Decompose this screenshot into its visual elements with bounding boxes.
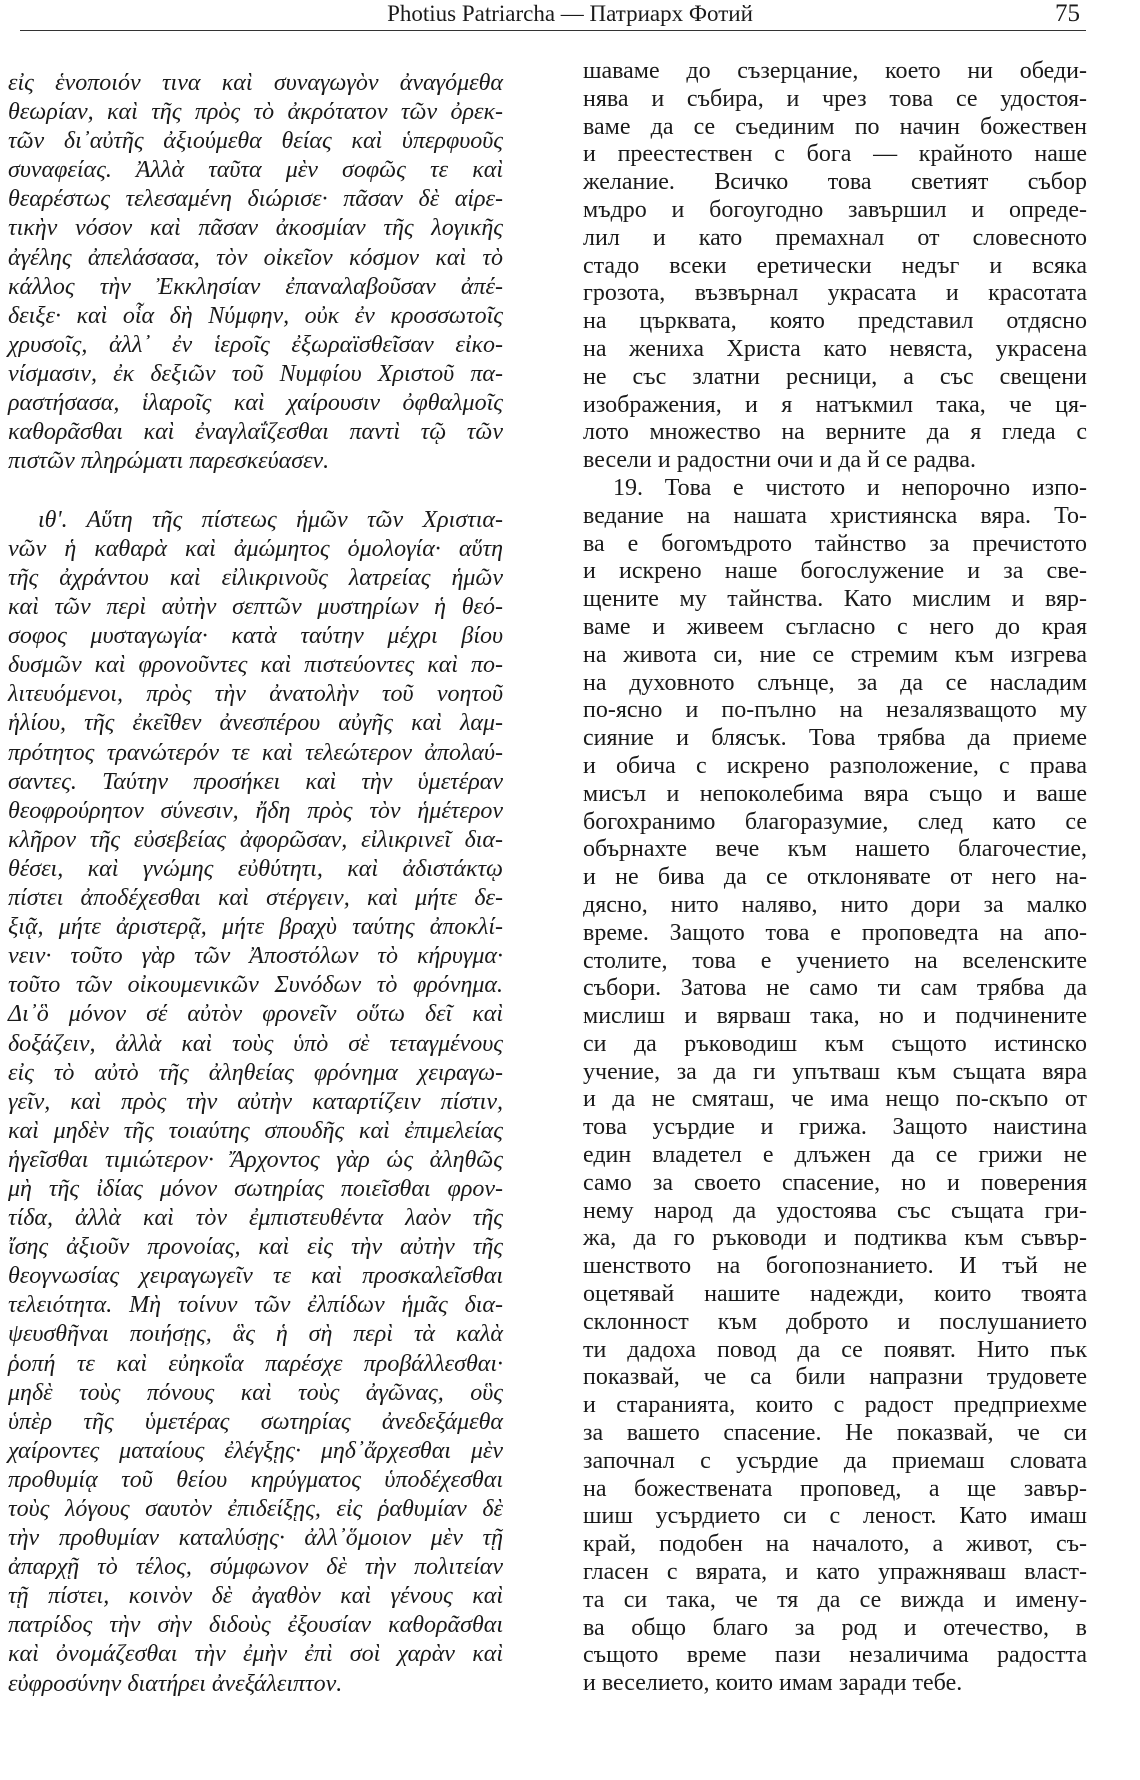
- text-line: τῆς ἀχράντου καὶ εἰλικρινοῦς λατρείας ἡμῶν: [8, 565, 503, 591]
- text-line: гласен с вярата, и като упражняваш власт-: [583, 1559, 1087, 1586]
- text-line: ведание на нашата християнска вяра. То-: [583, 502, 1087, 529]
- text-line: на църквата, която представил отдясно: [583, 308, 1087, 335]
- text-line: и старанията, които с радост предприехме: [583, 1392, 1087, 1419]
- text-line: χρυσοῖς, ἀλλ᾽ ἐν ἱεροῖς ἐξωραϊσθεῖσαν εἰκο-: [8, 331, 503, 358]
- text-line: εἰς ἑνοποιόν τινα καὶ συναγωγὸν ἀναγόμεθα: [8, 70, 503, 96]
- text-line: χαίροντες ματαίους ἐλέγξῃς· μηδ᾽ἄρχεσθαι μὲν: [8, 1437, 503, 1464]
- paragraph: [583, 58, 1087, 475]
- text-line: жа, да го ръководи и подтиква към съвър-: [583, 1225, 1087, 1252]
- text-line: ιθ'. Αὕτη τῆς πίστεως ἡμῶν τῶν Χριστια-: [38, 506, 503, 533]
- text-line: на жениха Христа като невяста, украсена: [583, 335, 1087, 362]
- text-line: щените му тайнства. Като мислим и вяр-: [583, 586, 1087, 613]
- text-line: същото време пази незаличима радостта: [583, 1642, 1087, 1669]
- text-line: и преестествен с бога — крайното наше: [583, 141, 1087, 168]
- text-line: столите, това е учението на вселенските: [583, 947, 1087, 974]
- page-number: 75: [1055, 0, 1080, 27]
- text-line: θεογνωσίας χειραγωγεῖν τε καὶ προσκαλεῖσθαι: [8, 1263, 503, 1290]
- text-line: λιτευόμενοι, πρὸς τὴν ἀνατολὴν τοῦ νοητοῦ: [8, 681, 503, 708]
- text-line: τελειότητα. Μὴ τοίνυν τῶν ἐλπίδων ἡμᾶς δια-: [8, 1292, 503, 1319]
- paragraph: [583, 475, 1087, 1698]
- text-line: εἰς τὸ αὐτὸ τῆς ἀληθείας φρόνημα χειραγω-: [8, 1059, 503, 1086]
- text-line: συναφείας. Ἀλλὰ ταῦτα μὲν σοφῶς τε καὶ: [8, 157, 503, 184]
- text-line: τικὴν νόσον καὶ πᾶσαν ἀκοσμίαν τῆς λογικῆς: [8, 215, 503, 242]
- text-line: и веселието, които имам заради тебе.: [583, 1670, 963, 1697]
- running-header: [0, 0, 1140, 30]
- text-line: ξιᾷ, μήτε ἀριστερᾷ, μήτε βραχὺ ταύτης ἀποκλί-: [8, 914, 503, 941]
- text-line: това усърдие и грижа. Защото наистина: [583, 1114, 1087, 1141]
- text-line: ваме и живеем съгласно с него до края: [583, 613, 1087, 640]
- text-line: по-ясно и по-пълно на незалязващото му: [583, 697, 1087, 724]
- text-line: започнал с усърдие да приемаш словата: [583, 1447, 1087, 1474]
- text-line: πρότητος τρανώτερόν τε καὶ τελεώτερον ἀπολαύ-: [8, 739, 503, 766]
- text-line: мъдро и богоугодно завършил и опреде-: [583, 196, 1087, 223]
- text-line: ἡλίου, τῆς ἐκεῖθεν ἀνεσπέρου αὐγῆς καὶ λαμ-: [8, 710, 503, 737]
- text-line: на божествената проповед, а ще завър-: [583, 1475, 1087, 1502]
- text-line: ἡγεῖσθαι τιμιώτερον· Ἄρχοντος γὰρ ὡς ἀληθῶς: [8, 1146, 503, 1173]
- text-line: оцетявай нашите надежди, които твоята: [583, 1281, 1087, 1308]
- text-line: събори. Затова не само ти сам трябва да: [583, 975, 1087, 1002]
- text-line: и обича с искрено разположение, с права: [583, 752, 1087, 779]
- text-line: τὴν προθυμίαν καταλύσῃς· ἀλλ᾽ὅμοιον μὲν τῇ: [8, 1525, 503, 1552]
- text-line: σαντες. Ταύτην προσήκει καὶ τὴν ὑμετέραν: [8, 768, 503, 795]
- text-line: θεωρίαν, καὶ τῆς πρὸς τὸ ἀκρότατον τῶν ὀρεκ-: [8, 99, 503, 126]
- text-line: склонност към доброто и послушанието: [583, 1308, 1087, 1335]
- text-line: шиш усърдието си с леност. Като имаш: [583, 1503, 1087, 1530]
- text-line: κάλλος τὴν Ἐκκλησίαν ἐπαναλαβοῦσαν ἀπέ-: [8, 273, 503, 300]
- text-line: само за своето спасение, но и поверения: [583, 1169, 1087, 1196]
- text-line: νίσμασιν, ἐκ δεξιῶν τοῦ Νυμφίου Χριστοῦ πα-: [8, 360, 503, 387]
- text-line: време. Защото това е проповедта на апо-: [583, 919, 1087, 946]
- text-line: κλῆρον τῆς εὐσεβείας ἀφορῶσαν, εἰλικρινεῖ δια-: [8, 826, 503, 853]
- text-line: за вашето спасение. Не показвай, че си: [583, 1420, 1087, 1447]
- text-line: лото множество на верните да я гледа с: [583, 419, 1087, 446]
- text-line: ὑπὲρ τῆς ὑμετέρας σωτηρίας ἀνεδεξάμεθα: [8, 1408, 503, 1435]
- text-line: καθορᾶσθαι καὶ ἐναγλαΐζεσθαι παντὶ τῷ τῶν: [8, 419, 503, 446]
- text-line: и да не смяташ, че има нещо по-скъпо от: [583, 1086, 1087, 1113]
- text-line: ραστήσασα, ἱλαροῖς καὶ χαίρουσιν ὀφθαλμοῖς: [8, 390, 503, 417]
- bulgarian-text-column: [583, 58, 1087, 1698]
- text-line: желание. Всичко това светият събор: [583, 169, 1087, 196]
- text-line: и искрено наше богослужение и за све-: [583, 558, 1087, 585]
- text-line: πίστει ἀποδέχεσθαι καὶ στέργειν, καὶ μήτε δε-: [8, 885, 503, 912]
- text-line: καὶ μηδὲν τῆς τοιαύτης σπουδῆς καὶ ἐπιμελείας: [8, 1117, 503, 1144]
- text-line: грозота, възвърнал украсата и красотата: [583, 280, 1087, 307]
- text-line: не със златни ресници, а със свещени: [583, 363, 1087, 390]
- text-line: γεῖν, καὶ πρὸς τὴν αὐτὴν καταρτίζειν πίστιν,: [8, 1088, 503, 1115]
- text-line: лил и като премахнал от словесното: [583, 224, 1087, 251]
- text-line: καὶ τῶν περὶ αὐτὴν σεπτῶν μυστηρίων ἡ θεό-: [8, 594, 503, 621]
- text-line: σοφος μυσταγωγία· κατὰ ταύτην μέχρι βίου: [8, 623, 503, 650]
- text-line: шенството на богопознанието. И тъй не: [583, 1253, 1087, 1280]
- text-line: на живота си, ние се стремим към изгрева: [583, 641, 1087, 668]
- text-line: τῶν δι᾽αὐτῆς ἀξιούμεθα θείας καὶ ὑπερφυοῦς: [8, 128, 503, 155]
- text-line: учение, за да ги упътваш към същата вяра: [583, 1058, 1087, 1085]
- text-line: мислиш и вярваш така, но и подчинените: [583, 1003, 1087, 1030]
- text-line: δοξάζειν, ἀλλὰ καὶ τοὺς ὑπὸ σὲ τεταγμένους: [8, 1030, 503, 1057]
- text-line: шаваме до съзерцание, което ни обеди-: [583, 58, 1087, 84]
- text-line: на духовното слънце, за да се насладим: [583, 669, 1087, 696]
- text-line: ἀγέλης ἀπελάσασα, τὸν οἰκεῖον κόσμον καὶ τὸ: [8, 244, 503, 271]
- header-rule: [20, 30, 1086, 31]
- text-line: προθυμίᾳ τοῦ θείου κηρύγματος ὑποδέχεσθαι: [8, 1466, 503, 1493]
- text-line: ἴσης ἀξιοῦν προνοίας, καὶ εἰς τὴν αὐτὴν τῆς: [8, 1234, 503, 1261]
- text-line: δυσμῶν καὶ φρονοῦντες καὶ πιστεύοντες καὶ πο-: [8, 652, 503, 679]
- text-line: ῥοπή τε καὶ εὐηκοΐα παρέσχε προβάλλεσθαι·: [8, 1350, 503, 1377]
- text-line: един владетел е длъжен да се грижи не: [583, 1142, 1087, 1169]
- text-line: πιστῶν πληρώματι παρεσκεύασεν.: [8, 448, 330, 475]
- text-line: изображения, и я натъкмил така, че ця-: [583, 391, 1087, 418]
- text-line: мисъл и непоколебима вяра също и ваше: [583, 780, 1087, 807]
- text-line: μηδὲ τοὺς πόνους καὶ τοὺς ἀγῶνας, οὓς: [8, 1379, 503, 1406]
- greek-text-column: [8, 69, 503, 1699]
- text-line: Δι᾽ὃ μόνον σέ αὐτὸν φρονεῖν οὕτω δεῖ καὶ: [8, 1001, 503, 1028]
- text-line: θεοφρούρητον σύνεσιν, ἤδη πρὸς τὸν ἡμέτερον: [8, 797, 503, 824]
- text-line: край, подобен на началото, а живот, съ-: [583, 1531, 1087, 1558]
- text-line: нему народ да удостоява със същата гри-: [583, 1197, 1087, 1224]
- text-line: ψευσθῆναι ποιήσῃς, ἃς ἡ σὴ περὶ τὰ καλὰ: [8, 1321, 503, 1348]
- text-line: θεαρέστως τελεσαμένη διώρισε· πᾶσαν δὲ αἱρε-: [8, 186, 503, 213]
- text-line: богохранимо благоразумие, след като се: [583, 808, 1087, 835]
- text-line: θέσει, καὶ γνώμης εὐθύτητι, καὶ ἀδιστάκτῳ: [8, 855, 503, 882]
- text-line: ва общо благо за род и отечество, в: [583, 1614, 1087, 1641]
- text-line: πατρίδος τὴν σὴν διδοὺς ἐξουσίαν καθορᾶσθαι: [8, 1612, 503, 1639]
- text-line: стадо всеки еретически недъг и всяка: [583, 252, 1087, 279]
- paragraph: [8, 69, 503, 476]
- text-line: 19. Това е чистото и непорочно изпо-: [613, 474, 1087, 501]
- text-line: ва е богомъдрото тайнство за пречистото: [583, 530, 1087, 557]
- text-line: си да ръководиш към същото истинско: [583, 1030, 1087, 1057]
- running-title: Photius Patriarcha — Патриарх Фотий: [387, 1, 753, 26]
- text-line: τοῦτο τῶν οἰκουμενικῶν Συνόδων τὸ φρόνημα.: [8, 972, 503, 999]
- text-line: и не бива да се отклонявате от него на-: [583, 864, 1087, 891]
- text-line: дясно, нито наляво, нито дори за малко: [583, 891, 1087, 918]
- paragraph: [8, 506, 503, 1699]
- text-line: та си така, че тя да се вижда и имену-: [583, 1586, 1087, 1613]
- text-line: ти дадоха повод да се появят. Нито пък: [583, 1336, 1087, 1363]
- text-line: εὐφροσύνην διατήρει ἀνεξάλειπτον.: [8, 1670, 343, 1697]
- text-line: δειξε· καὶ οἷα δὴ Νύμφην, οὐκ ἐν κροσσωτοῖς: [8, 302, 503, 329]
- text-line: τίδα, ἀλλὰ καὶ τὸν ἐμπιστευθέντα λαὸν τῆς: [8, 1205, 503, 1232]
- text-line: καὶ ὀνομάζεσθαι τὴν ἐμὴν ἐπὶ σοὶ χαρὰν καὶ: [8, 1641, 503, 1668]
- text-line: νειν· τοῦτο γὰρ τῶν Ἀποστόλων τὸ κήρυγμα·: [8, 943, 503, 970]
- text-line: сияние и блясък. Това трябва да приеме: [583, 725, 1087, 752]
- text-line: весели и радостни очи и да й се радва.: [583, 447, 976, 474]
- text-line: нява и събира, и чрез това се удостоя-: [583, 85, 1087, 112]
- text-line: τοὺς λόγους σαυτὸν ἐπιδείξῃς, εἰς ῥαθυμίαν δὲ: [8, 1496, 503, 1522]
- text-line: νῶν ἡ καθαρὰ καὶ ἀμώμητος ὁμολογία· αὕτη: [8, 535, 503, 562]
- text-line: обърнахте вече към нашето благочестие,: [583, 836, 1087, 863]
- text-line: ваме да се съединим по начин божествен: [583, 113, 1087, 140]
- text-line: ἀπαρχῇ τὸ τέλος, σύμφωνον δὲ τὴν πολιτείαν: [8, 1554, 503, 1581]
- text-line: τῇ πίστει, κοινὸν δὲ ἀγαθὸν καὶ γένους καὶ: [8, 1583, 503, 1610]
- text-line: μὴ τῆς ἰδίας μόνον σωτηρίας ποιεῖσθαι φρον-: [8, 1175, 503, 1202]
- text-line: показвай, че са били напразни трудовете: [583, 1364, 1087, 1391]
